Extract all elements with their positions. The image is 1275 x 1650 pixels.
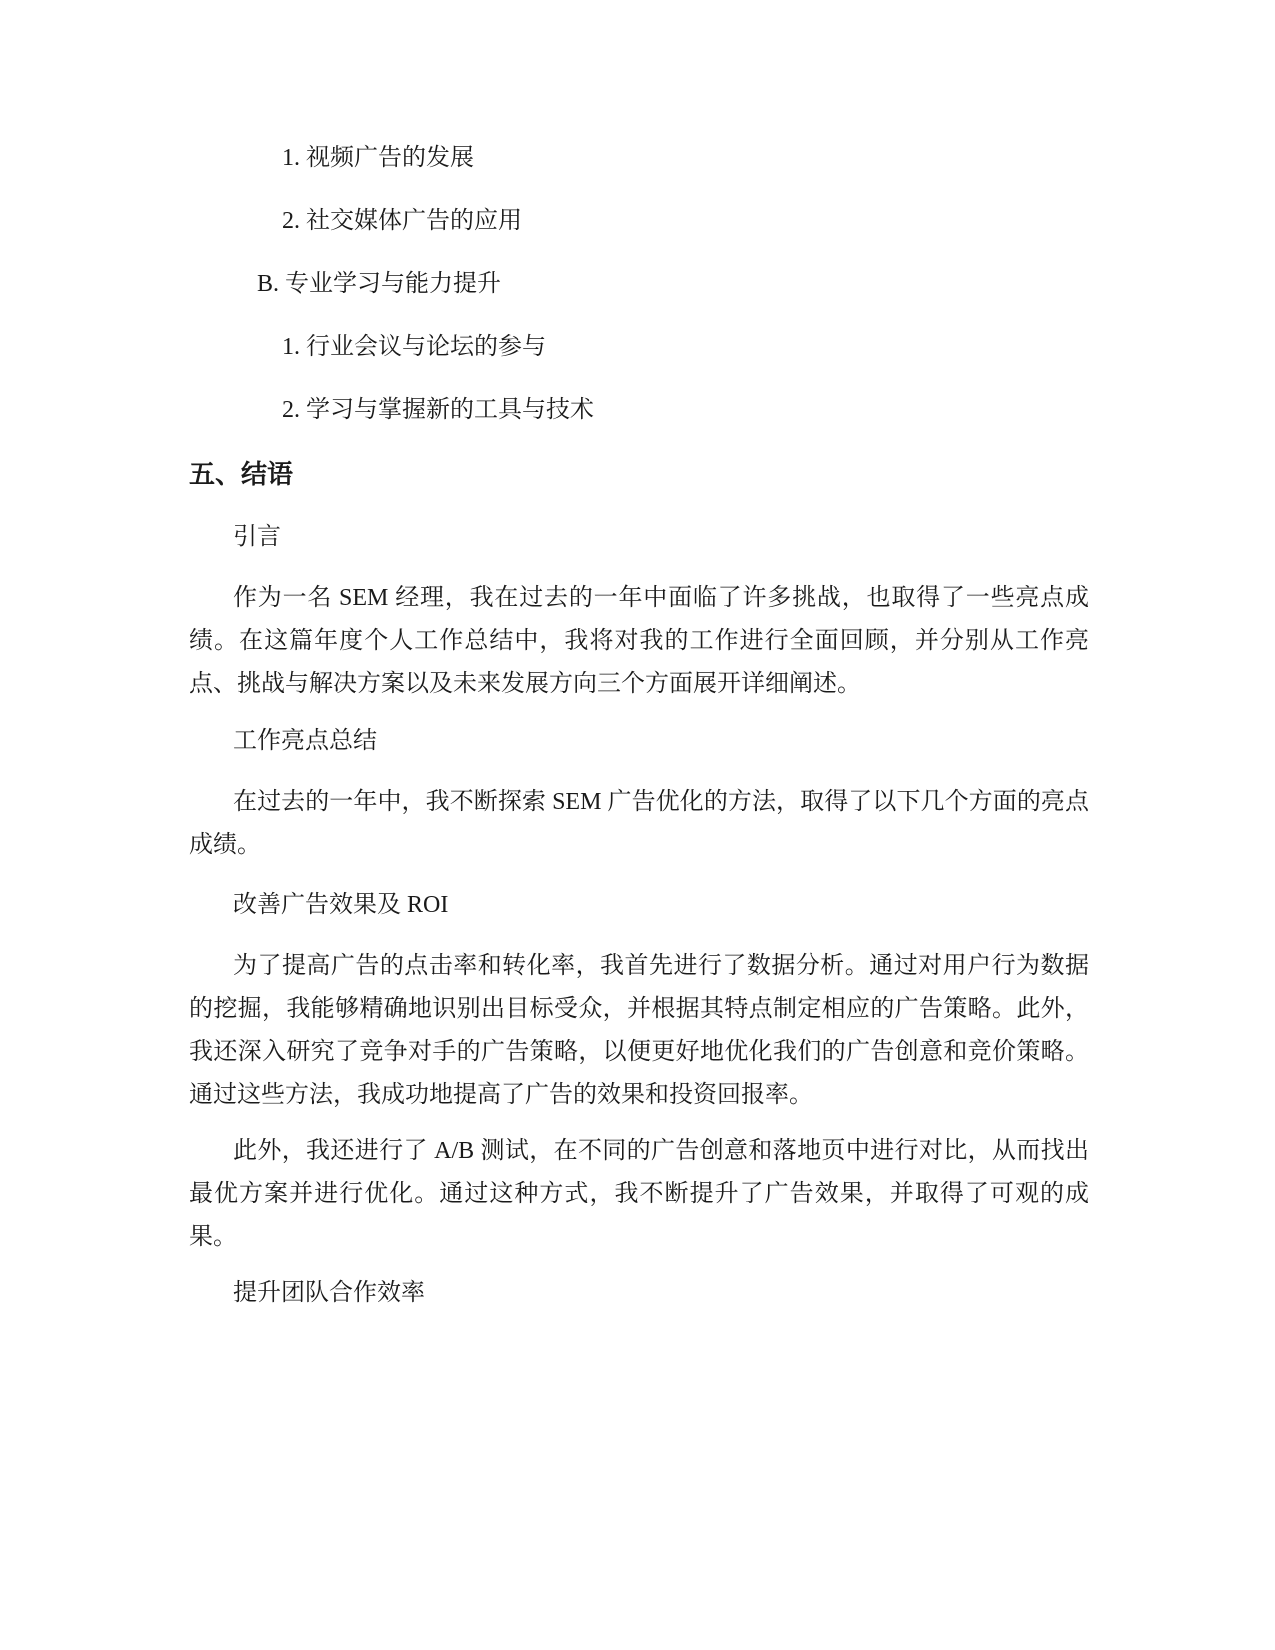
subheading-intro: 引言 <box>233 524 281 550</box>
outline-item-conferences: 1. 行业会议与论坛的参与 <box>282 334 546 360</box>
outline-item-social-media-ads: 2. 社交媒体广告的应用 <box>282 208 522 234</box>
paragraph-highlights: 在过去的一年中，我不断探索 SEM 广告优化的方法，取得了以下几个方面的亮点成绩。 <box>189 789 1089 858</box>
paragraph-intro: 作为一名 SEM 经理，我在过去的一年中面临了许多挑战，也取得了一些亮点成绩。在这篇年度个人工作总结中，我将对我的工作进行全面回顾，并分别从工作亮点、挑战与解决方案以及未来发展方向三个方面展开详细阐述。 <box>189 585 1089 697</box>
outline-item-video-ads: 1. 视频广告的发展 <box>282 145 474 171</box>
paragraph-roi-analysis: 为了提高广告的点击率和转化率，我首先进行了数据分析。通过对用户行为数据的挖掘，我能够精确地识别出目标受众，并根据其特点制定相应的广告策略。此外，我还深入研究了竞争对手的广告策略，以便更好地优化我们的广告创意和竞价策略。通过这些方法，我成功地提高了广告的效果和投资回报率。 <box>189 953 1089 1108</box>
subheading-team-efficiency: 提升团队合作效率 <box>233 1280 425 1306</box>
section-heading-conclusion: 五、结语 <box>189 460 294 490</box>
subheading-highlights: 工作亮点总结 <box>233 728 377 754</box>
subheading-roi: 改善广告效果及 ROI <box>233 892 449 918</box>
outline-item-new-tools: 2. 学习与掌握新的工具与技术 <box>282 397 594 423</box>
paragraph-ab-testing: 此外，我还进行了 A/B 测试，在不同的广告创意和落地页中进行对比，从而找出最优方案并进行优化。通过这种方式，我不断提升了广告效果，并取得了可观的成果。 <box>189 1138 1089 1250</box>
outline-item-professional-learning: B. 专业学习与能力提升 <box>257 271 502 297</box>
